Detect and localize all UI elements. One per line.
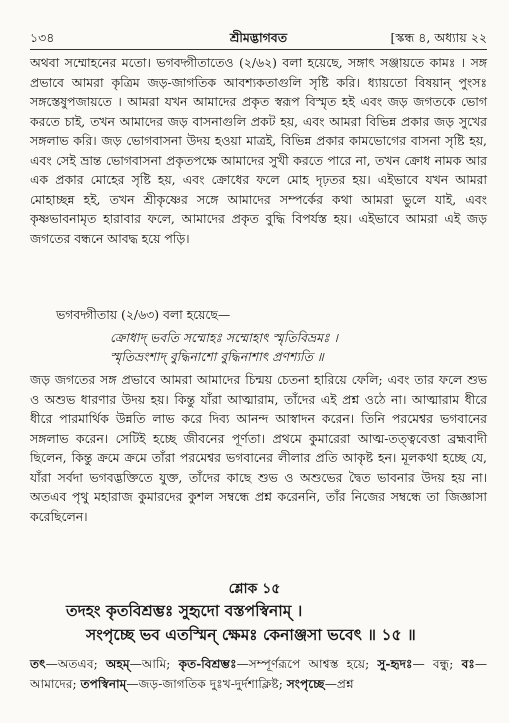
gita-intro-text: ভগবদ্গীতায় (২/৬৩) বলা হয়েছে— [56,307,231,322]
purport-paragraph-2 [30,370,487,526]
page-number: ১৩৪ [30,30,55,45]
paragraph-text: জড় জগতের সঙ্গ প্রভাবে আমরা আমাদের চিন্ময় চেতনা হারিয়ে ফেলি; এবং তার ফলে শুভ ও অশুভ ধারণার উদয় হয়। কিন্তু যাঁরা আত্মারাম, তাঁদের এই প্রশ্ন ওঠে না। আত্মারাম ধীরে ধীরে পারমার্থিক উন্নতি লাভ করে দিব্য আনন্দ আস্বাদন করেন। তিনি পরমেশ্বর ভগবানের সঙ্গলাভ করেন। সেটিই হচ্ছে জীবনের পূর্ণতা। প্রথমে কুমারেরা আত্ম-তত্ত্ববেত্তা ব্রহ্মবাদী ছিলেন, কিন্তু ক্রমে ক্রমে তাঁরা পরমেশ্বর ভগবানের লীলার প্রতি আকৃষ্ট হন। মূলকথা হচ্ছে যে, যাঁরা সর্বদা ভগবদ্ভক্তিতে যুক্ত, তাঁদের কাছে শুভ ও অশুভের দ্বৈত ভাবনার উদয় হয় না। অতএব পৃথু মহারাজ কুমারদের কুশল সম্বন্ধে প্রশ্ন করেননি, তাঁর নিজের সম্বন্ধে তা জিজ্ঞাসা করেছিলেন। [30,372,487,524]
paragraph-text: অথবা সম্মোহনের মতো। ভগবদ্গীতাতেও (২/৬২) বলা হয়েছে, সঙ্গাৎ সঞ্জায়তে কামঃ । সঙ্গ প্রভাবে আমরা কৃত্রিম জড়-জাগতিক আবশ্যকতাগুলি সৃষ্টি করি। ধ্যায়তো বিষয়ান্ পুংসঃ সঙ্গস্তেষুপজায়তে । আমরা যখন আমাদের প্রকৃত স্বরূপ বিস্মৃত হই এবং জড় জগতকে ভোগ করতে চাই, তখন আমাদের জড় বাসনাগুলি প্রকট হয়, এবং আমরা বিভিন্ন প্রকার জড় সুখের সঙ্গলাভ করি। জড় ভোগবাসনা উদয় হওয়া মাত্রই, বিভিন্ন প্রকার কামভোগের বাসনা সৃষ্টি হয়, এবং সেই ভ্রান্ত ভোগবাসনা প্রকৃতপক্ষে আমাদের সুখী করতে পারে না, তখন ক্রোধ নামক আর এক প্রকার মোহের সৃষ্টি হয়, এবং ক্রোধের ফলে মোহ দৃঢ়তর হয়। এইভাবে যখন আমরা মোহাচ্ছন্ন হই, তখন শ্রীকৃষ্ণের সঙ্গে আমাদের সম্পর্কের কথা আমরা ভুলে যাই, এবং কৃষ্ণভাবনামৃত হারাবার ফলে, আমাদের প্রকৃত বুদ্ধি বিপর্যস্ত হয়। এইভাবে আমরা এই জড় জগতের বন্ধনে আবদ্ধ হয়ে পড়ি। [30,55,487,246]
sloka-heading: শ্লোক ১৫ [228,581,281,597]
section-reference: [স্কন্ধ ৪, অধ্যায় ২২ [390,30,487,45]
header-divider [30,49,487,50]
gita-intro [56,305,487,325]
sloka-line-1: তদহং কৃতবিশ্রম্ভঃ সুহৃদো বস্তপস্বিনাম্ । [66,601,303,620]
quote-line-2: স্মৃতিভ্রংশাদ্ বুদ্ধিনাশো বুদ্ধিনাশাৎ প্রণশ্যতি ॥ [110,349,324,364]
synonyms-text: তৎ—অতএব; অহম্—আমি; কৃত-বিশ্রম্ভঃ—সম্পূর্ণরূপে আশ্বস্ত হয়ে; সু-হৃদঃ— বন্ধু; বঃ—আমাদের; তপস্বিনাম্—জড়-জাগতিক দুঃখ-দুর্দশাক্লিষ্ট; সংপৃচ্ছে—প্রশ্ন [30,657,488,691]
sloka-line-2: সংপৃচ্ছে ভব এতস্মিন্ ক্ষেমঃ কেনাঞ্জসা ভবেৎ ॥ ১৫ ॥ [86,625,416,644]
book-title: শ্রীমদ্ভাগবত [229,30,288,45]
page-header [30,30,487,46]
synonyms [30,655,487,694]
quote-line-1: ক্রোধাদ্ ভবতি সম্মোহঃ সম্মোহাৎ স্মৃতিবিভ্রমঃ । [110,330,338,345]
purport-paragraph-1 [30,53,487,248]
